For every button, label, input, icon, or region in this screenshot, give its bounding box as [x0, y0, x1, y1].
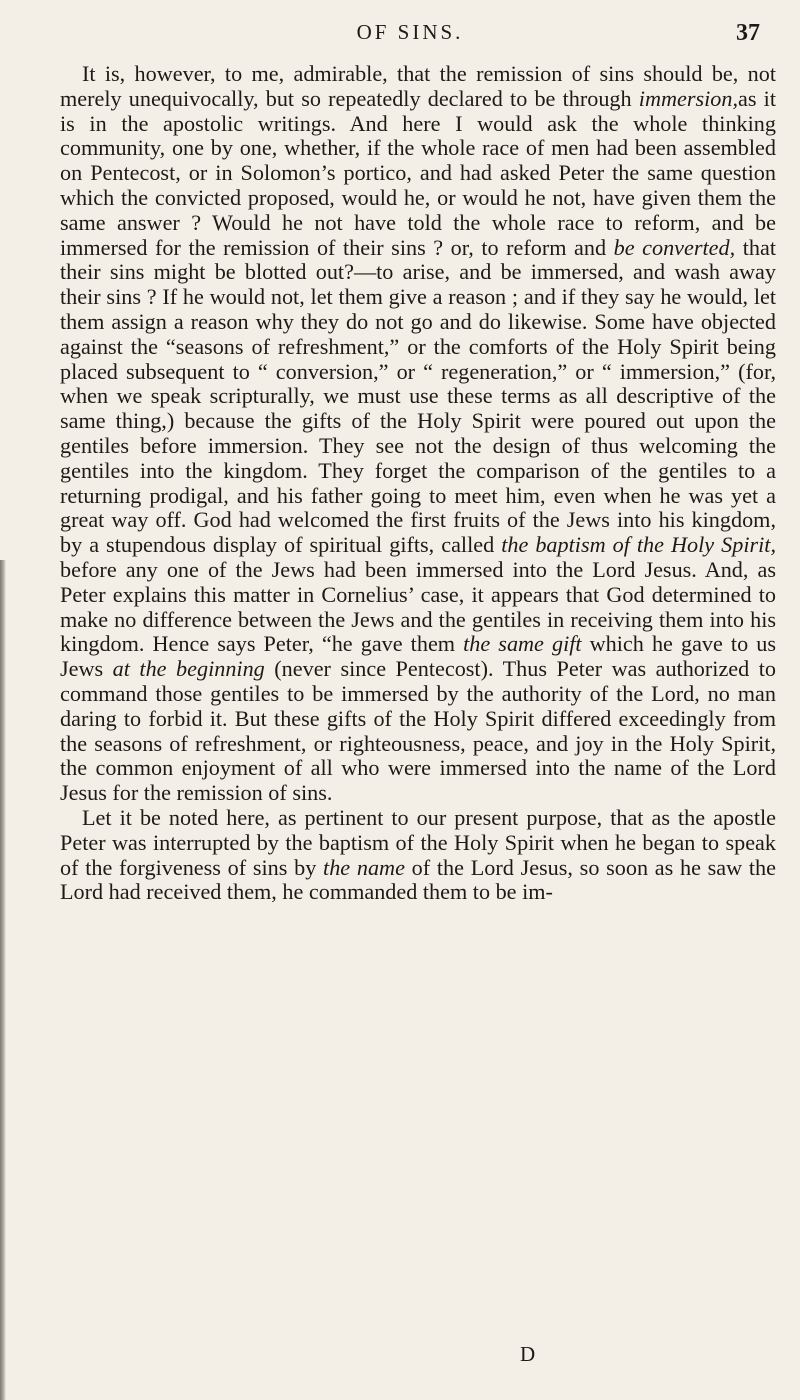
page-number: 37: [736, 20, 760, 46]
running-head: OF SINS.: [356, 20, 464, 44]
text-run: (never since Pentecost). Thus Peter was authorized to command those gentiles to be immersed by the authority of the Lord, no man daring to forbid it. But these gifts of the Holy Spirit differed exceedingly from the seasons of refreshment, or righteousness, peace, and joy in the Holy Spirit, the common enjoyment of all who were immersed into the name of the Lord Jesus for the remission of sins.: [60, 656, 777, 806]
body-text: [60, 62, 776, 905]
italic-run: the same gift: [463, 631, 582, 657]
signature-mark: D: [520, 1342, 536, 1366]
text-run: It is, however, to me, admirable, that the remission of sins should be, not merely unequivocally, but so repeatedly declared to be through: [60, 61, 776, 111]
italic-run: at the beginning: [112, 656, 265, 682]
italic-run: be converted,: [613, 234, 736, 260]
page-header: [60, 14, 760, 54]
text-run: which he gave to us Jews: [60, 631, 776, 682]
italic-run: immersion,: [638, 85, 739, 111]
italic-run: the baptism of the Holy Spirit,: [501, 532, 776, 558]
text-run: Let it be noted here, as pertinent to our present purpose, that as the apostle Peter was interrupted by the baptism of the Holy Spirit when he began to speak of the forgiveness of sins by: [60, 804, 776, 880]
page-binding-shadow: [0, 560, 6, 1400]
paragraph-1: [60, 62, 776, 806]
italic-run: the name: [323, 854, 405, 880]
text-run: before any one of the Jews had been immersed into the Lord Jesus. And, as Peter explains this matter in Cornelius’ case, it appears that God determined to make no difference between the Jews and the gentiles in receiving them into his kingdom. Hence says Peter, “he gave them: [60, 556, 776, 657]
text-run: of the Lord Jesus, so soon as he saw the Lord had received them, he commanded them to be im-: [60, 854, 776, 905]
text-run: that their sins might be blotted out?—to arise, and be immersed, and wash away their sins ? If he would not, let them give a reason ; and if they say he would, let them assign a reason why they do not go and do likewise. Some have objected against the “seasons of refreshment,” or the comforts of the Holy Spirit being placed subsequent to “ conversion,” or “ regeneration,” or “ immersion,” (for, when we speak scripturally, we must use these terms as all descriptive of the same thing,) because the gifts of the Holy Spirit were poured out upon the gentiles before immersion. They see not the design of thus welcoming the gentiles into the kingdom. They forget the comparison of the gentiles to a returning prodigal, and his father going to meet him, even when he was yet a great way off. God had welcomed the first fruits of the Jews into his kingdom, by a stupendous display of spiritual gifts, called: [60, 234, 776, 558]
paragraph-2: [60, 806, 776, 905]
text-run: as it is in the apostolic writings. And here I would ask the whole thinking community, one by one, whether, if the whole race of men had been assembled on Pentecost, or in Solomon’s portico, and had asked Peter the same question which the convicted proposed, would he, or would he not, have given them the same answer ? Would he not have told the whole race to reform, and be immersed for the remission of their sins ? or, to reform and: [60, 85, 776, 260]
